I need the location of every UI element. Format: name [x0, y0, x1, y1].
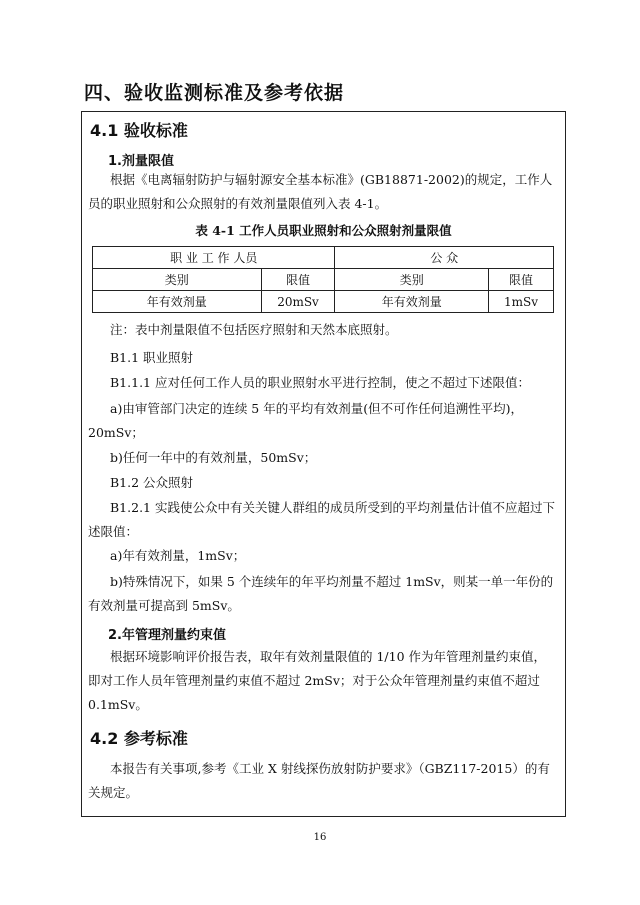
table-header-limit: 限值: [261, 269, 335, 291]
public-exposure-heading: B1.2 公众照射: [110, 475, 194, 490]
table-header-category: 类别: [335, 269, 489, 291]
dose-limit-heading: 1.剂量限值: [108, 154, 174, 169]
public-exposure-clause: B1.2.1 实践使公众中有关关键人群组的成员所受到的平均剂量估计值不应超过下述限值：: [88, 500, 555, 539]
dose-constraint-paragraph: 根据环境影响评价报告表，取年有效剂量限值的 1/10 作为年管理剂量约束值，即对工作人员年管理剂量约束值不超过 2mSv；对于公众年管理剂量约束值不超过 0.1mSv。: [88, 649, 547, 712]
table-caption: 表 4-1 工作人员职业照射和公众照射剂量限值: [195, 223, 452, 238]
table-group-public: 公 众: [335, 247, 554, 269]
table-header-category: 类别: [93, 269, 262, 291]
occupational-exposure-heading: B1.1 职业照射: [110, 350, 194, 365]
content-frame: [81, 111, 566, 817]
table-row: [93, 247, 554, 269]
chapter-title: 四、验收监测标准及参考依据: [84, 82, 345, 104]
occupational-exposure-clause: B1.1.1 应对任何工作人员的职业照射水平进行控制，使之不超过下述限值：: [110, 375, 530, 390]
dose-constraint-heading: 2.年管理剂量约束值: [108, 628, 226, 643]
occupational-limit-a: a)由审管部门决定的连续 5 年的平均有效剂量(但不可作任何追溯性平均)，20mSv；: [88, 401, 523, 440]
table-row: [93, 291, 554, 313]
public-limit-a: a)年有效剂量，1mSv；: [110, 548, 246, 563]
table-header-limit: 限值: [489, 269, 554, 291]
table-row: [93, 269, 554, 291]
reference-paragraph: 本报告有关事项,参考《工业 X 射线探伤放射防护要求》（GBZ117-2015）的有关规定。: [88, 761, 550, 800]
section-4-1-heading: 4.1 验收标准: [90, 121, 188, 140]
table-note: 注：表中剂量限值不包括医疗照射和天然本底照射。: [110, 322, 398, 337]
page-number: 16: [313, 832, 327, 843]
intro-paragraph: 根据《电离辐射防护与辐射源安全基本标准》(GB18871-2002)的规定，工作人员的职业照射和公众照射的有效剂量限值列入表 4-1。: [88, 172, 553, 211]
table-cell-public-category: 年有效剂量: [335, 291, 489, 313]
occupational-limit-b: b)任何一年中的有效剂量，50mSv；: [110, 450, 317, 465]
section-4-2-heading: 4.2 参考标准: [90, 729, 188, 748]
table-cell-public-limit: 1mSv: [489, 291, 554, 313]
table-cell-occupational-category: 年有效剂量: [93, 291, 262, 313]
table-group-occupational: 职 业 工 作 人员: [93, 247, 335, 269]
table-cell-occupational-limit: 20mSv: [261, 291, 335, 313]
public-limit-b: b)特殊情况下，如果 5 个连续年的年平均剂量不超过 1mSv，则某一单一年份的有效剂量可提高到 5mSv。: [88, 574, 554, 613]
dose-limit-table: [92, 246, 554, 313]
